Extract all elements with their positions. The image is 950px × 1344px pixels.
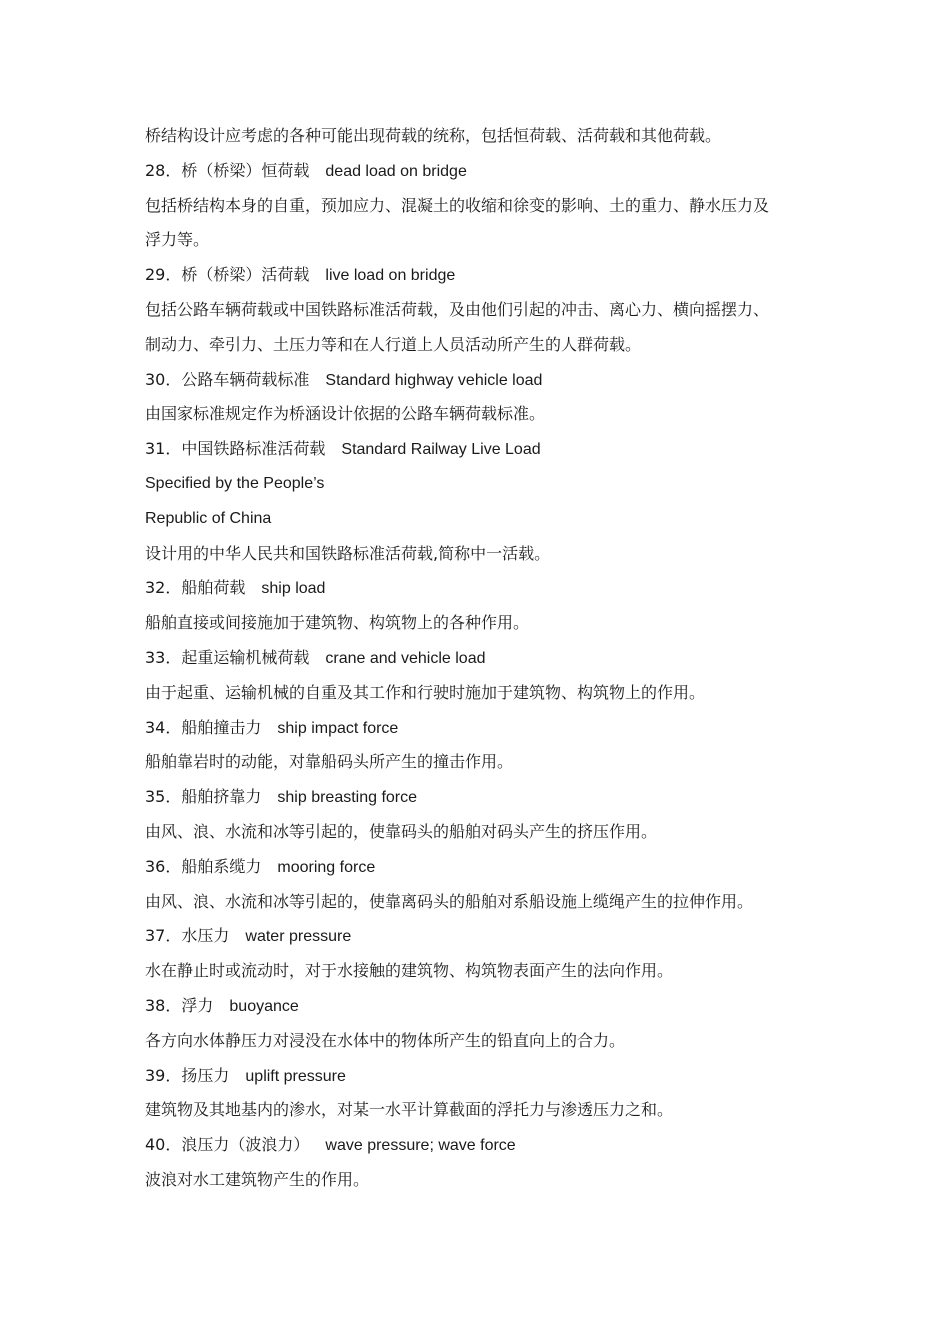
english-text-line: Specified by the People’s — [145, 474, 325, 492]
term-chinese: 起重运输机械荷载 — [181, 647, 310, 667]
term-number: 32． — [145, 578, 182, 598]
term-number: 34． — [145, 717, 182, 737]
term-chinese: 中国铁路标准活荷载 — [181, 439, 326, 459]
term-english: ship load — [261, 580, 326, 598]
term-heading — [145, 641, 815, 676]
term-number: 37． — [145, 926, 182, 946]
definition-line: 各方向水体静压力对浸没在水体中的物体所产生的铅直向上的合力。 — [145, 1030, 626, 1050]
definition-line: 由于起重、运输机械的自重及其工作和行驶时施加于建筑物、构筑物上的作用。 — [145, 682, 706, 702]
term-heading — [145, 711, 815, 746]
term-number: 40． — [145, 1135, 182, 1155]
term-chinese: 船舶挤靠力 — [181, 787, 262, 807]
definition-line: 由国家标准规定作为桥涵设计依据的公路车辆荷载标准。 — [145, 404, 546, 424]
term-chinese: 船舶撞击力 — [181, 717, 262, 737]
term-english: mooring force — [277, 858, 376, 876]
term-english: dead load on bridge — [325, 162, 467, 180]
term-chinese: 扬压力 — [181, 1065, 230, 1085]
term-english: uplift pressure — [245, 1067, 346, 1085]
term-heading — [145, 850, 815, 885]
term-heading — [145, 154, 815, 189]
term-heading — [145, 1128, 815, 1163]
term-heading — [145, 919, 815, 954]
term-number: 39． — [145, 1065, 182, 1085]
term-english: ship impact force — [277, 719, 399, 737]
definition-line: 建筑物及其地基内的渗水，对某一水平计算截面的浮托力与渗透压力之和。 — [145, 1100, 674, 1120]
definition-line: 包括桥结构本身的自重，预加应力、混凝土的收缩和徐变的影响、土的重力、静水压力及 — [145, 195, 770, 215]
term-heading — [145, 432, 815, 467]
definition-line: 桥结构设计应考虑的各种可能出现荷载的统称，包括恒荷载、活荷载和其他荷载。 — [145, 126, 722, 145]
term-heading — [145, 989, 815, 1024]
definition-line: 水在静止时或流动时，对于水接触的建筑物、构筑物表面产生的法向作用。 — [145, 961, 674, 981]
definition-line: 由风、浪、水流和冰等引起的，使靠离码头的船舶对系船设施上缆绳产生的拉伸作用。 — [145, 891, 754, 911]
term-heading — [145, 363, 815, 398]
term-number: 29． — [145, 265, 182, 285]
term-chinese: 公路车辆荷载标准 — [181, 369, 310, 389]
term-number: 33． — [145, 647, 182, 667]
term-english: water pressure — [245, 928, 352, 946]
term-number: 38． — [145, 995, 182, 1015]
term-heading — [145, 780, 815, 815]
definition-line: 由风、浪、水流和冰等引起的，使靠码头的船舶对码头产生的挤压作用。 — [145, 821, 658, 841]
term-english: Standard highway vehicle load — [325, 371, 543, 389]
term-chinese: 浪压力（波浪力） — [181, 1135, 310, 1155]
term-number: 36． — [145, 856, 182, 876]
term-number: 30． — [145, 369, 182, 389]
term-english: buoyance — [229, 997, 299, 1015]
term-chinese: 桥（桥梁）活荷载 — [181, 265, 310, 285]
term-heading — [145, 258, 815, 293]
definition-line: 船舶直接或间接施加于建筑物、构筑物上的各种作用。 — [145, 613, 530, 633]
definition-line: 船舶靠岩时的动能，对靠船码头所产生的撞击作用。 — [145, 752, 514, 772]
term-english: crane and vehicle load — [325, 649, 486, 667]
term-chinese: 水压力 — [181, 926, 230, 946]
document-body — [145, 119, 815, 1198]
term-english: wave pressure; wave force — [325, 1137, 516, 1155]
term-chinese: 船舶荷载 — [181, 578, 246, 598]
term-number: 35． — [145, 787, 182, 807]
definition-line: 波浪对水工建筑物产生的作用。 — [145, 1169, 370, 1189]
definition-line: 制动力、牵引力、土压力等和在人行道上人员活动所产生的人群荷载。 — [145, 334, 642, 354]
term-heading — [145, 571, 815, 606]
definition-line: 浮力等。 — [145, 230, 210, 250]
english-text-line: Republic of China — [145, 509, 272, 527]
term-number: 31． — [145, 439, 182, 459]
definition-line: 包括公路车辆荷载或中国铁路标准活荷载，及由他们引起的冲击、离心力、横向摇摆力、 — [145, 299, 770, 319]
term-english: live load on bridge — [325, 267, 456, 285]
term-chinese: 桥（桥梁）恒荷载 — [181, 160, 310, 180]
definition-line: 设计用的中华人民共和国铁路标准活荷载,简称中一活载。 — [145, 543, 551, 563]
term-english: Standard Railway Live Load — [341, 441, 541, 459]
term-number: 28． — [145, 160, 182, 180]
term-chinese: 船舶系缆力 — [181, 856, 262, 876]
term-english: ship breasting force — [277, 789, 418, 807]
term-heading — [145, 1059, 815, 1094]
term-chinese: 浮力 — [181, 995, 214, 1015]
